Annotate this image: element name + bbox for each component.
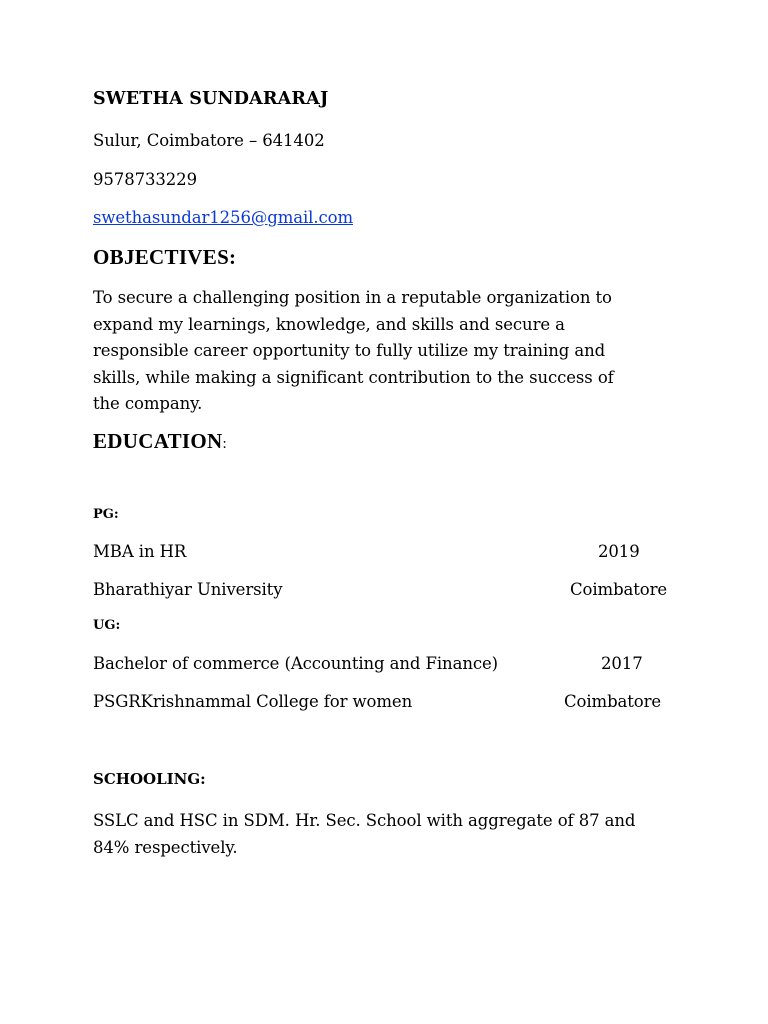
ug-location: Coimbatore xyxy=(564,692,662,711)
pg-year: 2019 xyxy=(598,542,640,561)
ug-institution: PSGRKrishnammal College for women xyxy=(93,692,413,711)
schooling-heading: SCHOOLING: xyxy=(93,770,206,788)
candidate-name: SWETHA SUNDARARAJ xyxy=(93,89,329,109)
schooling-paragraph xyxy=(93,808,635,861)
phone-number: 9578733229 xyxy=(93,170,197,189)
ug-label: UG: xyxy=(93,618,121,633)
email-link[interactable]: swethasundar1256@gmail.com xyxy=(93,208,354,227)
schooling-line: SSLC and HSC in SDM. Hr. Sec. School with aggregate of 87 and xyxy=(93,811,636,830)
pg-location: Coimbatore xyxy=(570,580,668,599)
address: Sulur, Coimbatore – 641402 xyxy=(93,131,325,150)
objectives-line: skills, while making a significant contribution to the success of xyxy=(93,367,614,387)
education-heading xyxy=(93,429,227,454)
ug-year: 2017 xyxy=(601,654,643,673)
objectives-paragraph xyxy=(93,285,673,418)
pg-institution: Bharathiyar University xyxy=(93,580,283,599)
objectives-line: the company. xyxy=(93,394,203,413)
education-heading-text: EDUCATION xyxy=(93,429,223,453)
pg-label: PG: xyxy=(93,507,119,522)
pg-degree: MBA in HR xyxy=(93,542,187,561)
objectives-heading: OBJECTIVES: xyxy=(93,245,237,269)
ug-degree: Bachelor of commerce (Accounting and Finance) xyxy=(93,654,498,673)
objectives-line: To secure a challenging position in a reputable organization to xyxy=(93,288,612,307)
objectives-line: responsible career opportunity to fully utilize my training and xyxy=(93,341,606,360)
schooling-line: 84% respectively. xyxy=(93,837,238,857)
objectives-line: expand my learnings, knowledge, and skills and secure a xyxy=(93,314,565,334)
education-heading-colon: : xyxy=(222,436,227,452)
